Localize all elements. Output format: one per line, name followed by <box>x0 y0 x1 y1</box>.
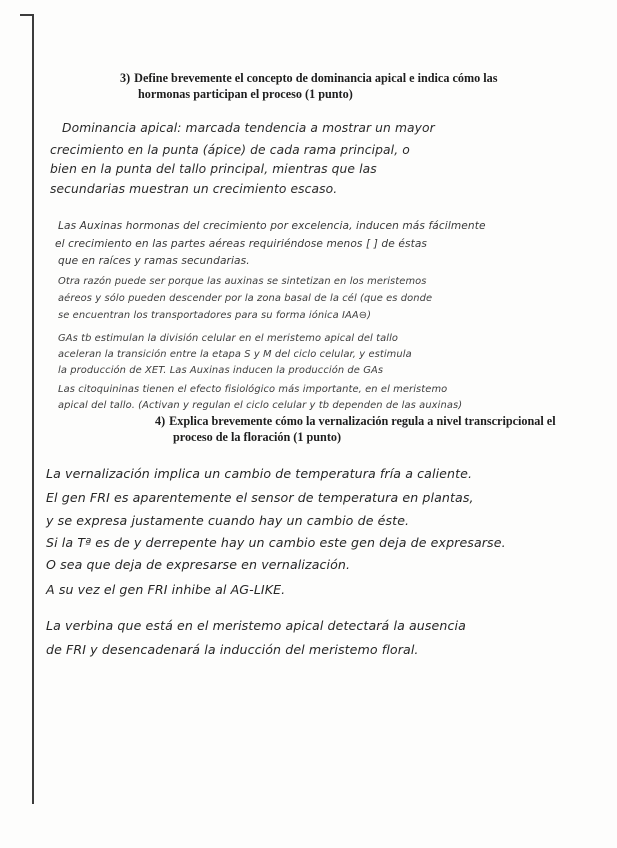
answer-3-p2-line-3: que en raíces y ramas secundarias. <box>58 255 250 267</box>
question-3 <box>120 70 560 102</box>
answer-4-p1-line-6: A su vez el gen FRI inhibe al AG-LIKE. <box>46 582 286 597</box>
answer-3-p4-line-2: aceleran la transición entre la etapa S y M del ciclo celular, y estimula <box>58 349 412 360</box>
question-4 <box>155 413 565 445</box>
question-3-line-2: hormonas participan el proceso (1 punto) <box>138 87 353 101</box>
question-4-line-1 <box>155 413 565 429</box>
answer-3-p3-line-3: se encuentran los transportadores para su forma iónica IAA⊖) <box>58 310 372 321</box>
answer-4-p1-line-5: O sea que deja de expresarse en vernalización. <box>46 557 351 572</box>
answer-4-p1-line-1: La vernalización implica un cambio de temperatura fría a caliente. <box>46 466 473 481</box>
answer-4-p2-line-1: La verbina que está en el meristemo apical detectará la ausencia <box>46 618 466 633</box>
answer-4-p1-line-3: y se expresa justamente cuando hay un cambio de éste. <box>46 513 410 528</box>
answer-3-p4-line-4: Las citoquininas tienen el efecto fisiológico más importante, en el meristemo <box>58 384 448 395</box>
answer-3-p3-line-1: Otra razón puede ser porque las auxinas se sintetizan en los meristemos <box>58 276 427 287</box>
answer-3-p3-line-2: aéreos y sólo pueden descender por la zona basal de la cél (que es donde <box>58 293 433 304</box>
answer-3-p1-line-3: bien en la punta del tallo principal, mientras que las <box>50 162 377 176</box>
answer-3-p1-line-4: secundarias muestran un crecimiento escaso. <box>50 182 338 196</box>
question-4-text-1: Explica brevemente cómo la vernalización regula a nivel transcripcional el <box>169 414 556 428</box>
answer-3-p1-line-1: Dominancia apical: marcada tendencia a mostrar un mayor <box>62 121 435 135</box>
page-left-border <box>32 14 34 804</box>
question-3-number: 3) <box>120 71 131 85</box>
question-4-number: 4) <box>155 414 166 428</box>
page-corner-mark <box>20 14 34 16</box>
answer-4-p1-line-2: El gen FRI es aparentemente el sensor de temperatura en plantas, <box>46 490 474 505</box>
question-3-text-1: Define brevemente el concepto de dominancia apical e indica cómo las <box>134 71 498 85</box>
answer-3-p4-line-5: apical del tallo. (Activan y regulan el ciclo celular y tb dependen de las auxinas) <box>58 400 463 411</box>
answer-4-p1-line-4: Si la Tª es de y derrepente hay un cambio este gen deja de expresarse. <box>46 535 506 550</box>
question-4-line-2: proceso de la floración (1 punto) <box>173 430 342 444</box>
question-3-line-1 <box>120 70 560 86</box>
answer-3-p1-line-2: crecimiento en la punta (ápice) de cada rama principal, o <box>50 143 410 157</box>
answer-4-p2-line-2: de FRI y desencadenará la inducción del meristemo floral. <box>46 642 419 657</box>
answer-3-p2-line-1: Las Auxinas hormonas del crecimiento por excelencia, inducen más fácilmente <box>58 220 486 232</box>
answer-3-p2-line-2: el crecimiento en las partes aéreas requiriéndose menos [ ] de éstas <box>55 238 428 250</box>
answer-3-p4-line-1: GAs tb estimulan la división celular en el meristemo apical del tallo <box>58 333 399 344</box>
answer-3-p4-line-3: la producción de XET. Las Auxinas inducen la producción de GAs <box>58 365 384 376</box>
